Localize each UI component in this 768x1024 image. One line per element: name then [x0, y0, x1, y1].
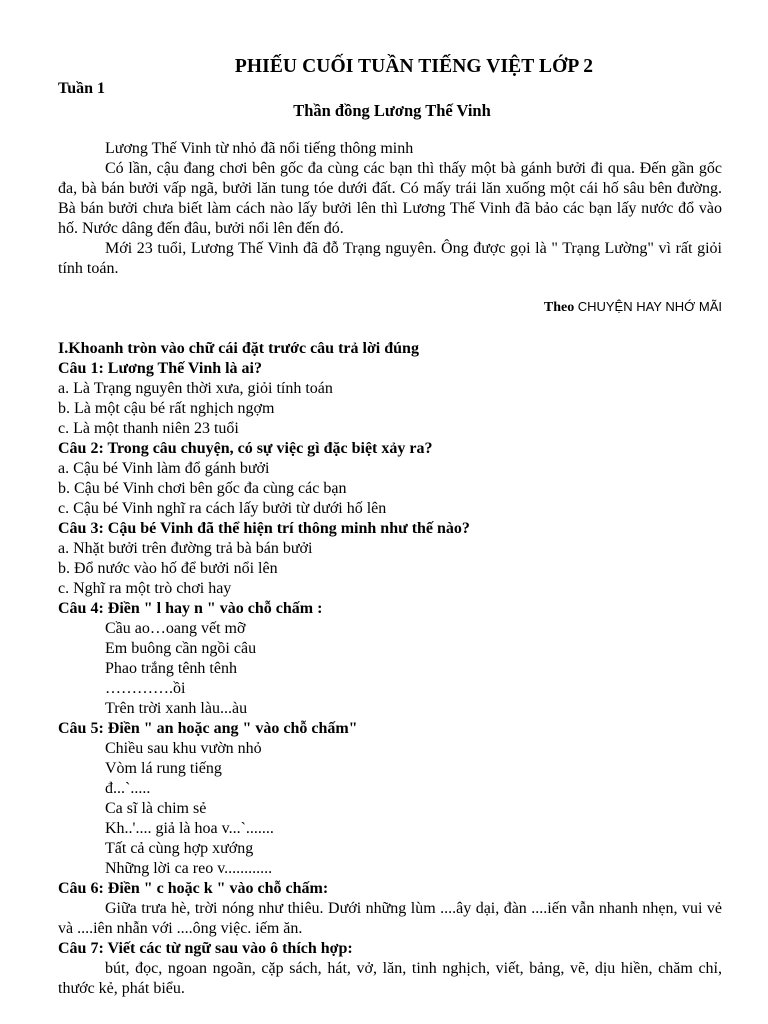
- q3-option-a: a. Nhặt bưởi trên đường trả bà bán bưởi: [58, 540, 313, 557]
- q6-text: Giữa trưa hè, trời nóng như thiêu. Dưới những lùm ....ây dại, đàn ....iến vẫn nhanh nhẹn, vui vẻ và ....iên nhẫn với ....ông việc. iếm ăn.: [58, 900, 722, 937]
- question-6: Câu 6: Điền " c hoặc k " vào chỗ chấm:: [58, 880, 329, 897]
- q2-option-a: a. Cậu bé Vinh làm đổ gánh bưởi: [58, 460, 270, 477]
- q5-line: Ca sĩ là chim sẻ: [105, 800, 207, 817]
- q5-line: Tất cả cùng hợp xướng: [105, 840, 254, 857]
- q2-option-b: b. Cậu bé Vinh chơi bên gốc đa cùng các bạn: [58, 480, 347, 497]
- week-label: Tuần 1: [58, 80, 105, 97]
- q1-option-b: b. Là một cậu bé rất nghịch ngợm: [58, 400, 275, 417]
- q4-line: Phao trắng tênh tênh: [105, 660, 237, 677]
- q4-line: Em buông cần ngồi câu: [105, 640, 257, 657]
- q3-option-b: b. Đổ nước vào hố để bưởi nổi lên: [58, 560, 278, 577]
- q3-option-c: c. Nghĩ ra một trò chơi hay: [58, 580, 232, 597]
- q5-line: Kh..'.... giả là hoa v...`.......: [105, 820, 274, 837]
- exercise-section: [58, 339, 722, 999]
- story-source: [544, 299, 722, 316]
- source-name: CHUYỆN HAY NHỚ MÃI: [577, 299, 722, 314]
- q4-line: ………….ồi: [105, 680, 186, 697]
- question-3: Câu 3: Cậu bé Vinh đã thể hiện trí thông minh như thế nào?: [58, 520, 470, 537]
- source-prefix: Theo: [543, 300, 575, 315]
- worksheet-title: PHIẾU CUỐI TUẦN TIẾNG VIỆT LỚP 2: [234, 56, 594, 77]
- q5-line: Chiều sau khu vườn nhỏ: [105, 740, 262, 757]
- q5-line: Những lời ca reo v............: [105, 860, 273, 877]
- question-4: Câu 4: Điền " l hay n " vào chỗ chấm :: [58, 600, 323, 617]
- question-5: Câu 5: Điền " an hoặc ang " vào chỗ chấm": [58, 720, 358, 737]
- story-paragraph: Lương Thế Vinh từ nhỏ đã nổi tiếng thông minh: [105, 140, 414, 157]
- q4-line: Cầu ao…oang vết mỡ: [105, 620, 246, 637]
- story-text: [58, 139, 722, 279]
- question-2: Câu 2: Trong câu chuyện, có sự việc gì đặc biệt xảy ra?: [58, 440, 433, 457]
- q4-line: Trên trời xanh làu...àu: [105, 700, 248, 717]
- q2-option-c: c. Cậu bé Vinh nghĩ ra cách lấy bưởi từ dưới hố lên: [58, 500, 387, 517]
- story-paragraph: Có lần, cậu đang chơi bên gốc đa cùng các bạn thì thấy một bà gánh bưởi đi qua. Đến gần gốc đa, bà bán bưởi vấp ngã, bưởi lăn tung tóe dưới đất. Có mấy trái lăn xuống một cái hố sâu bên đường. Bà bán bưởi chưa biết làm cách nào lấy bưởi lên thì Lương Thế Vinh đã bảo các bạn lấy nước đổ vào hố. Nước dâng đến đâu, bưởi nổi lên đến đó.: [58, 160, 722, 237]
- q7-text: bút, đọc, ngoan ngoãn, cặp sách, hát, vở, lăn, tinh nghịch, viết, bảng, vẽ, dịu hiền, chăm chỉ, thước kẻ, phát biểu.: [58, 960, 722, 997]
- story-title: Thần đồng Lương Thế Vinh: [293, 101, 491, 120]
- question-1: Câu 1: Lương Thế Vinh là ai?: [58, 360, 262, 377]
- q5-line: đ...`.....: [105, 780, 151, 797]
- q1-option-a: a. Là Trạng nguyên thời xưa, giỏi tính toán: [58, 380, 333, 397]
- q5-line: Vòm lá rung tiếng: [105, 760, 222, 777]
- question-7: Câu 7: Viết các từ ngữ sau vào ô thích hợp:: [58, 940, 353, 957]
- story-paragraph: Mới 23 tuổi, Lương Thế Vinh đã đỗ Trạng nguyên. Ông được gọi là " Trạng Lường" vì rất giỏi tính toán.: [58, 240, 722, 277]
- q1-option-c: c. Là một thanh niên 23 tuổi: [58, 420, 239, 437]
- section-heading: I.Khoanh tròn vào chữ cái đặt trước câu trả lời đúng: [58, 340, 419, 357]
